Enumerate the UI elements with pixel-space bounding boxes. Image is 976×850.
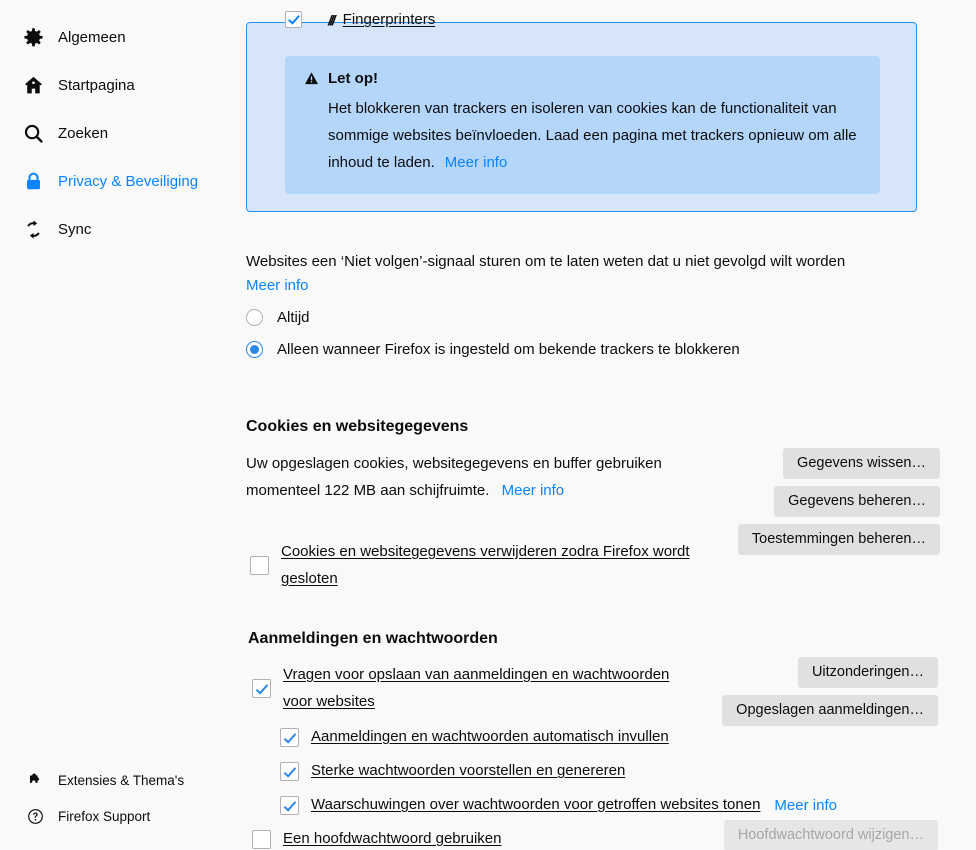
sidebar-item-label: Zoeken (58, 124, 109, 142)
use-master-password-label: Een hoofdwachtwoord gebruiken (283, 830, 502, 847)
etp-warning-card (285, 56, 880, 194)
sidebar-item-label: Privacy & Beveiliging (58, 172, 199, 190)
autofill-logins-row[interactable] (280, 727, 669, 747)
etp-warning-learn-more-link[interactable]: Meer info (444, 154, 508, 171)
ask-to-save-logins-checkbox[interactable] (252, 679, 271, 698)
cookies-site-data-section (246, 418, 958, 587)
suggest-strong-passwords-label: Sterke wachtwoorden voorstellen en genereren (311, 762, 626, 779)
ask-to-save-logins-label: Vragen voor opslaan van aanmeldingen en wachtwoorden voor websites (283, 666, 670, 710)
cookies-delete-on-close-row[interactable] (250, 538, 710, 592)
use-master-password-row[interactable] (252, 829, 501, 849)
logins-section-title: Aanmeldingen en wachtwoorden (248, 630, 498, 647)
sidebar-item-extensions-themes[interactable] (8, 768, 232, 792)
question-circle-icon (26, 807, 44, 825)
sidebar-item-firefox-support[interactable] (8, 804, 232, 828)
dnt-option-label: Alleen wanneer Firefox is ingesteld om bekende trackers te blokkeren (277, 341, 740, 358)
fingerprinters-option-row[interactable] (285, 11, 435, 28)
logins-passwords-section (248, 630, 958, 847)
do-not-track-section (246, 250, 946, 358)
breach-alerts-label: Waarschuwingen over wachtwoorden voor getroffen websites tonen (311, 796, 761, 813)
logins-buttons (722, 657, 938, 726)
cookies-learn-more-link[interactable]: Meer info (501, 482, 565, 499)
saved-logins-button[interactable]: Opgeslagen aanmeldingen… (722, 695, 938, 726)
change-master-password-button[interactable]: Hoofdwachtwoord wijzigen… (724, 820, 938, 850)
dnt-radio-always[interactable] (246, 309, 263, 326)
etp-warning-title: Let op! (328, 70, 378, 87)
etp-warning-body (328, 95, 862, 176)
manage-data-button[interactable]: Gegevens beheren… (774, 486, 940, 517)
etp-warning-header (303, 70, 862, 87)
fingerprinters-checkbox[interactable] (285, 11, 302, 28)
enhanced-tracking-protection-panel (246, 11, 917, 212)
cookies-buttons (738, 448, 940, 555)
breach-alerts-row[interactable] (280, 795, 837, 815)
autofill-logins-label: Aanmeldingen en wachtwoorden automatisch invullen (311, 728, 669, 745)
use-master-password-checkbox[interactable] (252, 830, 271, 849)
home-icon (22, 74, 44, 96)
ask-to-save-logins-row[interactable] (252, 661, 702, 715)
dnt-option-only-when-blocking[interactable] (246, 341, 946, 358)
dnt-option-label: Altijd (277, 309, 310, 326)
etp-warning-text: Het blokkeren van trackers en isoleren van cookies kan de functionaliteit van sommige websites beïnvloeden. Laad een pagina met trackers opnieuw om alle inhoud te laden. (328, 100, 857, 171)
gear-icon (22, 26, 44, 48)
cookies-delete-on-close-label: Cookies en websitegegevens verwijderen zodra Firefox wordt gesloten (281, 543, 690, 587)
cookies-section-title: Cookies en websitegegevens (246, 418, 469, 435)
sidebar-item-sync[interactable] (8, 214, 232, 244)
suggest-strong-passwords-row[interactable] (280, 761, 625, 781)
lock-icon (22, 170, 44, 192)
sidebar-item-label: Firefox Support (58, 808, 151, 824)
warning-triangle-icon (303, 71, 319, 87)
dnt-option-always[interactable] (246, 309, 946, 326)
manage-permissions-button[interactable]: Toestemmingen beheren… (738, 524, 940, 555)
sidebar-item-label: Startpagina (58, 76, 135, 94)
change-master-password-button-wrap (724, 820, 938, 850)
exceptions-button[interactable]: Uitzonderingen… (798, 657, 938, 688)
sidebar-item-home[interactable] (8, 70, 232, 100)
cookies-description-line1: Uw opgeslagen cookies, websitegegevens en buffer gebruiken (246, 455, 662, 472)
cookies-description (246, 450, 716, 504)
sidebar-item-label: Extensies & Thema's (58, 772, 185, 788)
sidebar-item-label: Sync (58, 220, 92, 238)
sidebar-nav (0, 22, 240, 262)
dnt-learn-more-link[interactable]: Meer info (246, 277, 309, 294)
sidebar-footer-nav (0, 768, 240, 840)
autofill-logins-checkbox[interactable] (280, 728, 299, 747)
dnt-radio-only-when-blocking[interactable] (246, 341, 263, 358)
puzzle-icon (26, 771, 44, 789)
fingerprinters-label: Fingerprinters (342, 11, 436, 28)
sync-icon (22, 218, 44, 240)
sidebar-item-general[interactable] (8, 22, 232, 52)
breach-alerts-learn-more-link[interactable]: Meer info (774, 796, 837, 814)
sidebar-item-privacy-security[interactable] (8, 166, 232, 196)
main-content (240, 0, 976, 850)
sidebar (0, 0, 240, 850)
dnt-learn-more-row (246, 277, 946, 294)
search-icon (22, 122, 44, 144)
suggest-strong-passwords-checkbox[interactable] (280, 762, 299, 781)
sidebar-item-search[interactable] (8, 118, 232, 148)
sidebar-item-label: Algemeen (58, 28, 126, 46)
dnt-description: Websites een ‘Niet volgen’-signaal sturen om te laten weten dat u niet gevolgd wilt worden (246, 253, 846, 270)
cookies-description-line2: momenteel 122 MB aan schijfruimte. (246, 482, 490, 499)
cookies-delete-on-close-checkbox[interactable] (250, 556, 269, 575)
fingerprinter-icon: /// (328, 11, 334, 28)
clear-data-button[interactable]: Gegevens wissen… (783, 448, 940, 479)
breach-alerts-checkbox[interactable] (280, 796, 299, 815)
